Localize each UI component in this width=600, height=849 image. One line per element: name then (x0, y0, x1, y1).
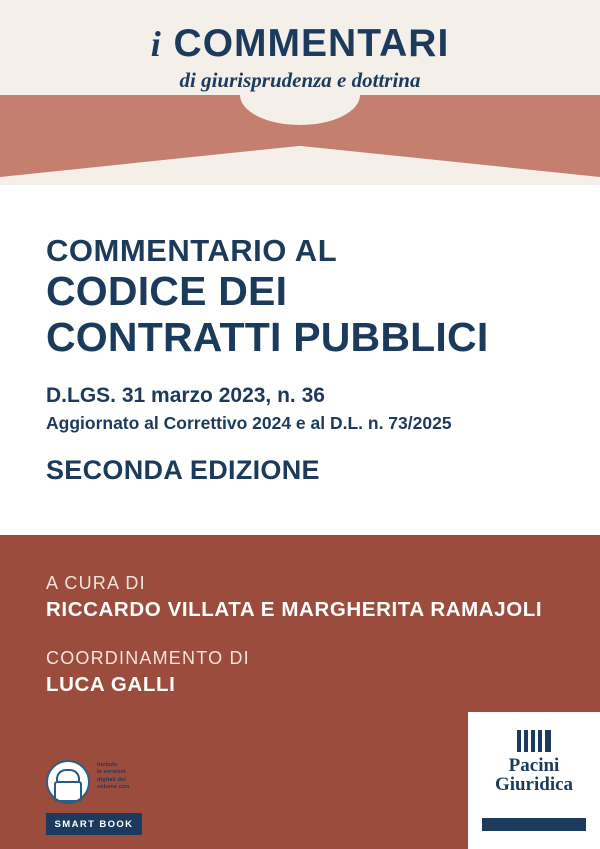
seal-line-5: aggiornate (97, 799, 127, 806)
smart-book-description (97, 760, 132, 807)
series-title-main: COMMENTARI (173, 22, 450, 65)
author-spacer (46, 622, 554, 648)
seal-line-4: fonti sempre (97, 791, 132, 798)
series-title-lead: i (150, 24, 162, 64)
book-title-line1: COMMENTARIO AL (46, 233, 338, 268)
series-title (0, 22, 600, 66)
coordinator-label: COORDINAMENTO DI (46, 648, 250, 668)
smart-book-tag: SMART BOOK (46, 813, 142, 835)
title-block (0, 185, 600, 535)
editors-names: RICCARDO VILLATA E MARGHERITA RAMAJOLI (46, 598, 543, 621)
publisher-logo (482, 730, 586, 795)
smart-book-badge (46, 760, 206, 835)
publisher-subname: Giuridica (494, 774, 574, 796)
book-title-line3: CONTRATTI PUBBLICI (46, 313, 489, 360)
smart-book-row (46, 760, 206, 807)
seal-line-2: digitali del (97, 776, 126, 783)
editors-label: A CURA DI (46, 573, 146, 593)
law-update: Aggiornato al Correttivo 2024 e al D.L. n. 73/2025 (46, 412, 452, 433)
law-reference: D.LGS. 31 marzo 2023, n. 36 (46, 384, 325, 408)
seal-line-0: Include (97, 761, 118, 768)
edition-label: SECONDA EDIZIONE (46, 455, 320, 486)
cover-top-band (0, 0, 600, 185)
series-subtitle: di giurisprudenza e dottrina (179, 68, 421, 92)
seal-line-3: volume con (97, 784, 130, 791)
publisher-bar (482, 818, 586, 831)
publisher-panel (468, 712, 600, 849)
seal-line-1: le versioni (97, 769, 126, 776)
publisher-mark-icon (517, 730, 551, 752)
coordinator-name: LUCA GALLI (46, 673, 176, 696)
publisher-name: Pacini (508, 755, 560, 776)
book-title-line2: CODICE DEI (46, 267, 288, 314)
digital-seal-icon (46, 760, 90, 804)
